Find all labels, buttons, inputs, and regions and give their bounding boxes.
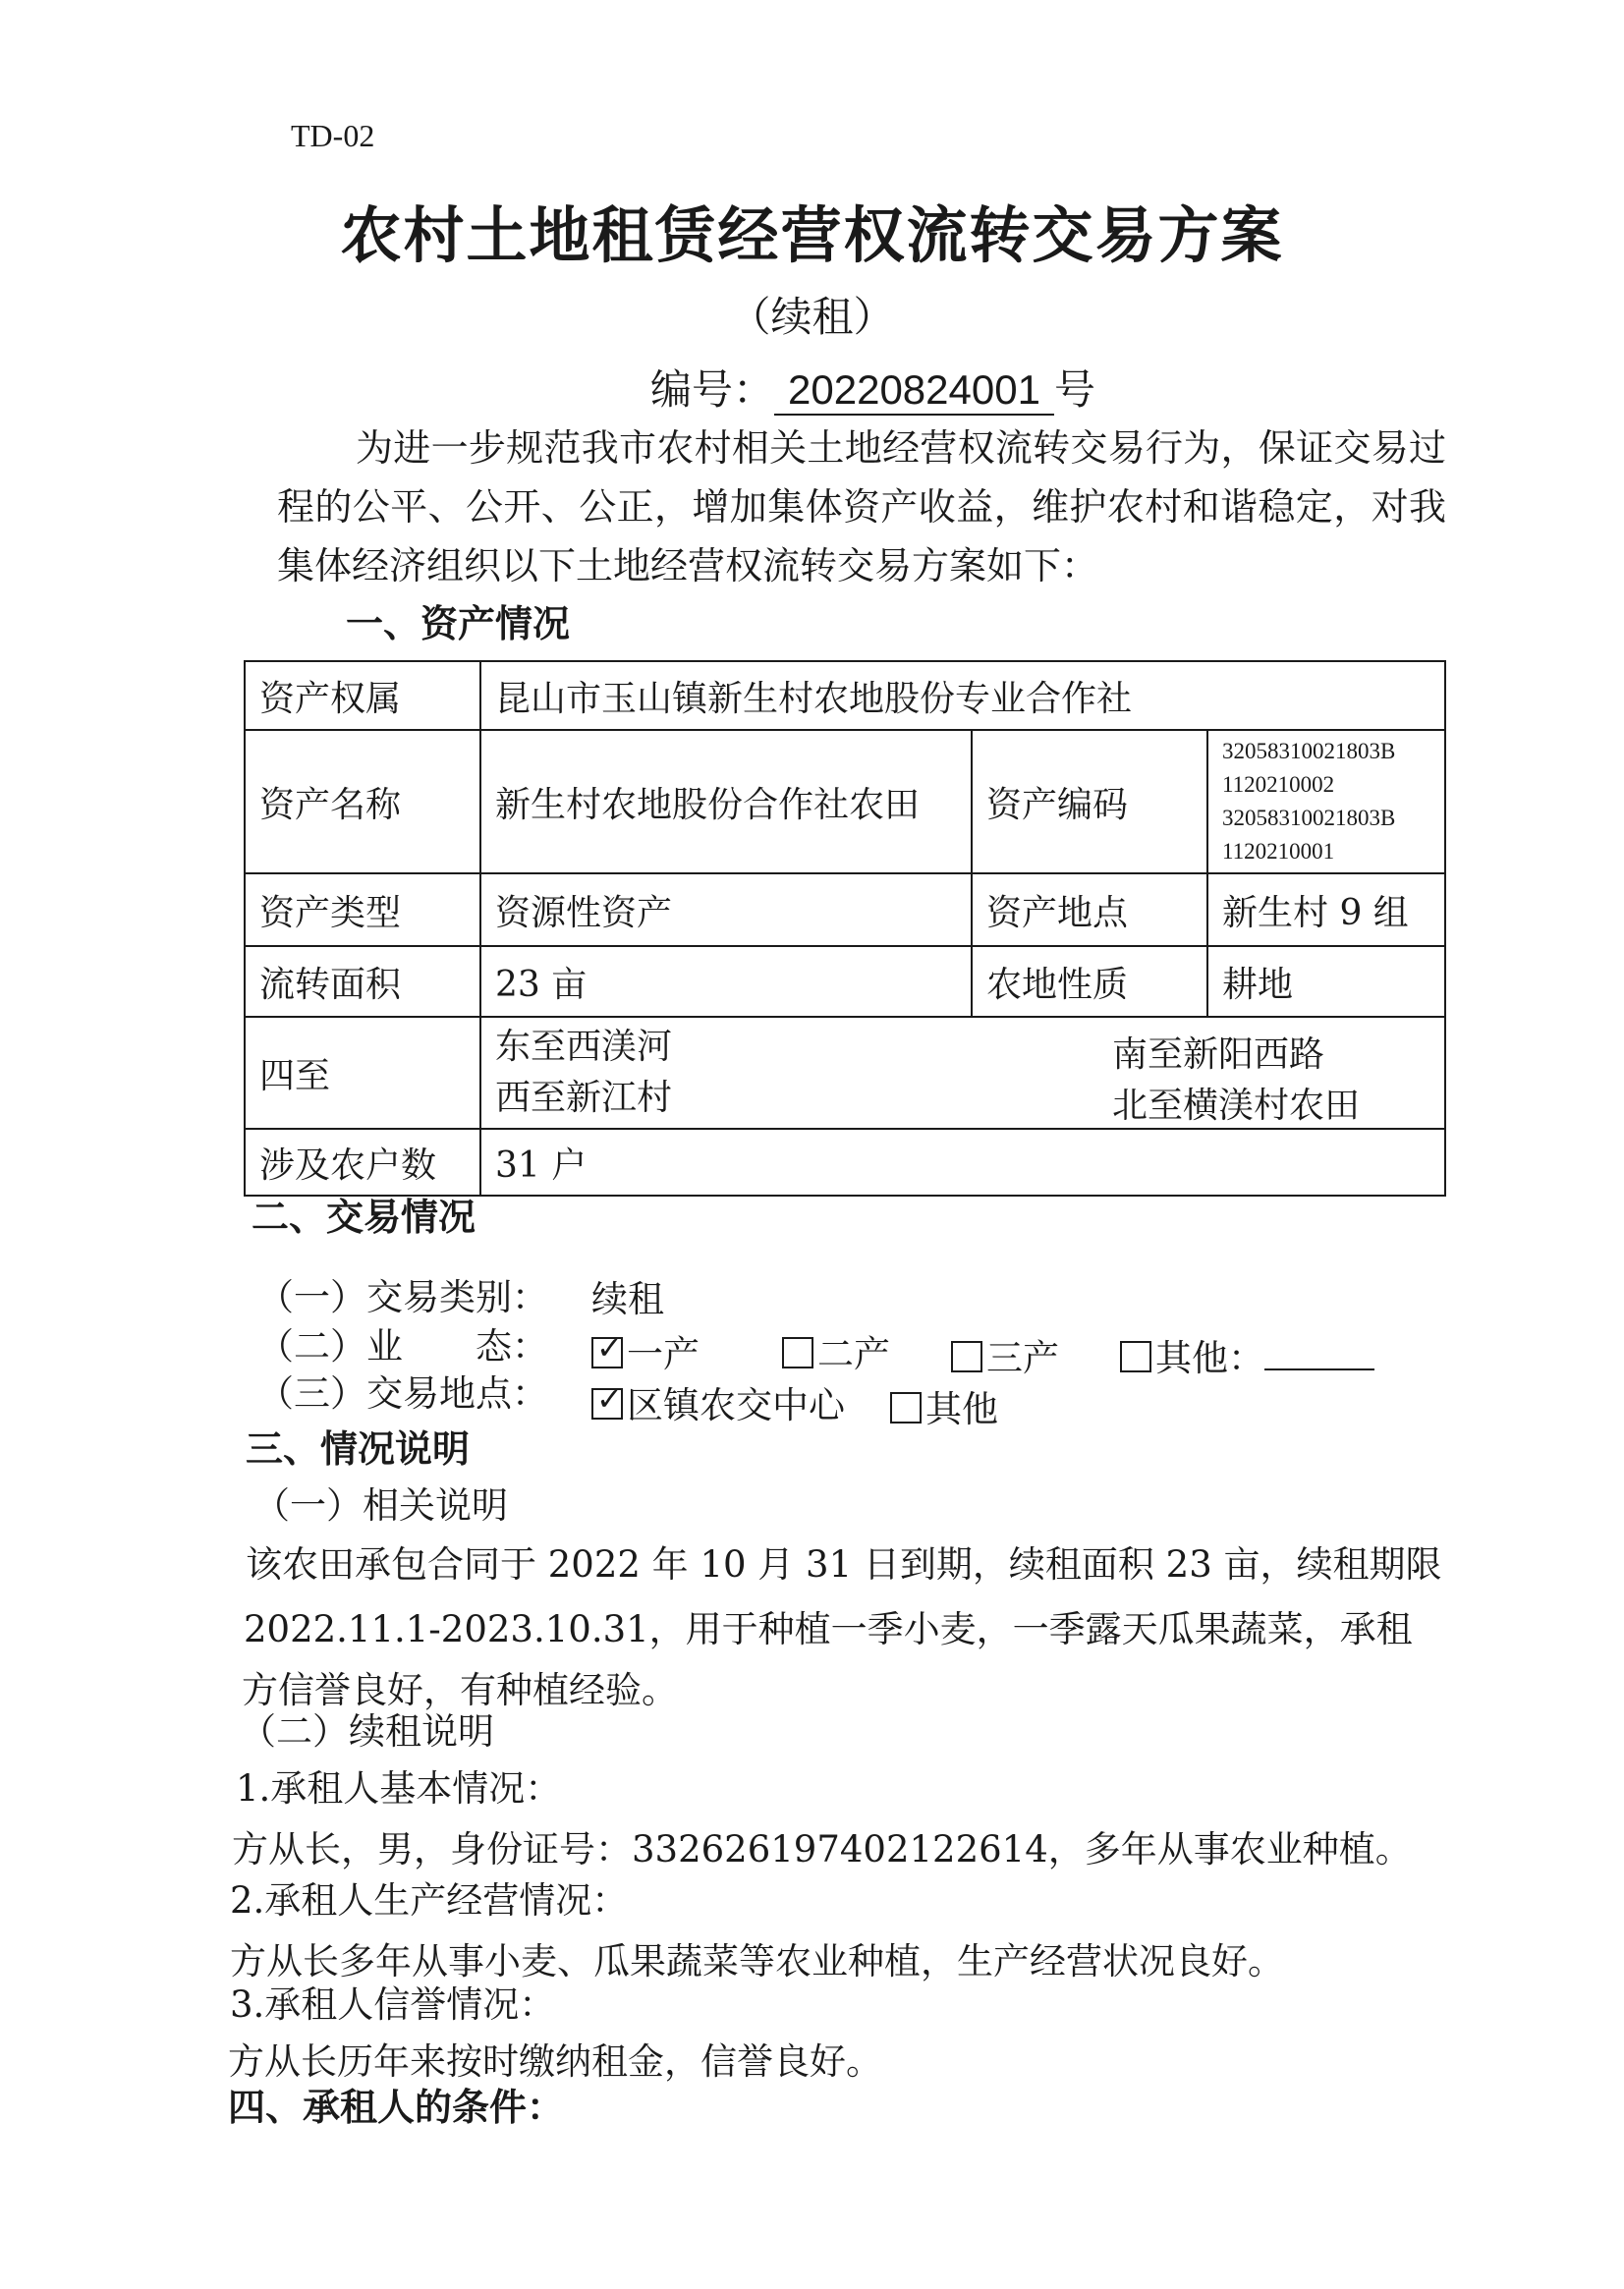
document-code: TD-02 [291,118,375,153]
document-subtitle: （续租） [729,293,895,341]
ownership-label: 资产权属 [245,661,480,730]
table-row [245,946,1445,1017]
land-nature-label: 农地性质 [972,946,1207,1017]
section2-heading: 二、交易情况 [252,1196,476,1239]
asset-code-line: 32058310021803B [1222,806,1396,830]
boundary-north: 北至横渼村农田 [1112,1086,1361,1126]
explanation-line: 方信誉良好，有种植经验。 [242,1669,678,1711]
number-value: 20220824001 [774,366,1054,416]
sector-opt3: 三产 [951,1328,1059,1381]
number-label: 编号： [650,365,775,414]
checkbox-icon [951,1341,982,1372]
section1-heading: 一、资产情况 [346,602,571,645]
renewal-item: 3.承租人信誉情况： [230,1983,556,2026]
checked-box-icon [591,1388,623,1420]
table-row [245,730,1445,873]
table-row [245,1129,1445,1196]
ownership-value: 昆山市玉山镇新生村农地股份专业合作社 [480,661,1445,730]
asset-code-line: 1120210002 [1222,772,1335,797]
document-title: 农村土地租赁经营权流转交易方案 [340,199,1284,271]
asset-type-value: 资源性资产 [480,873,972,946]
checkbox-icon [890,1392,922,1424]
place-opt1: ✓ 区镇农交中心 [591,1375,845,1428]
land-nature-value: 耕地 [1207,946,1445,1017]
trade-category-label: （一）交易类别： [257,1276,548,1318]
fill-in-blank [1264,1368,1374,1370]
checkbox-icon [1120,1341,1151,1372]
asset-code-line: 32058310021803B [1222,739,1396,763]
boundary-south: 南至新阳西路 [1112,1034,1325,1075]
table-row [245,661,1445,730]
area-value: 23 亩 [480,946,972,1017]
area-label: 流转面积 [245,946,480,1017]
sector-opt1: ✓ 一产 [591,1324,700,1377]
asset-location-label: 资产地点 [972,873,1207,946]
checked-box-icon [591,1337,623,1368]
asset-location-value: 新生村 9 组 [1207,873,1445,946]
asset-type-label: 资产类型 [245,873,480,946]
checkbox-icon [782,1337,813,1368]
asset-code-label: 资产编码 [972,730,1207,873]
explanation-line: 2022.11.1-2023.10.31，用于种植一季小麦，一季露天瓜果蔬菜，承租 [244,1608,1413,1650]
table-row [245,1017,1445,1129]
section3-sub1: （一）相关说明 [253,1484,508,1527]
renewal-item: 方从长历年来按时缴纳租金，信誉良好。 [228,2040,882,2083]
section3-sub2: （二）续租说明 [240,1710,494,1753]
boundary-west: 西至新江村 [495,1078,673,1118]
section4-heading: 四、承租人的条件： [228,2086,565,2129]
boundary-east: 东至西渼河 [495,1027,673,1067]
sector-label: （二）业 态： [257,1325,548,1368]
renewal-item: 方从长多年从事小麦、瓜果蔬菜等农业种植，生产经营状况良好。 [230,1940,1284,1982]
asset-name-label: 资产名称 [245,730,480,873]
section3-heading: 三、情况说明 [246,1427,471,1471]
renewal-item: 方从长，男，身份证号：332626197402122614，多年从事农业种植。 [232,1828,1412,1870]
trade-place-label: （三）交易地点： [257,1372,548,1415]
asset-name-value: 新生村农地股份合作社农田 [480,730,972,873]
renewal-item: 1.承租人基本情况： [236,1767,562,1810]
asset-code-line: 1120210001 [1222,839,1335,864]
boundaries-value [480,1017,1445,1129]
households-label: 涉及农户数 [245,1129,480,1196]
boundaries-label: 四至 [245,1017,480,1129]
asset-table [244,660,1446,1197]
sector-opt4: 其他： [1120,1328,1374,1381]
sector-opt2: 二产 [782,1324,890,1377]
explanation-line: 该农田承包合同于 2022 年 10 月 31 日到期，续租面积 23 亩，续租期限 [246,1543,1442,1586]
document-number [650,358,1095,417]
place-opt2: 其他 [890,1379,998,1432]
table-row [245,873,1445,946]
number-suffix: 号 [1053,365,1095,414]
asset-code-value [1207,730,1445,873]
trade-category-value: 续租 [591,1278,664,1320]
intro-paragraph: 为进一步规范我市农村相关土地经营权流转交易行为，保证交易过程的公平、公开、公正，增加集体资产收益，维护农村和谐稳定，对我集体经济组织以下土地经营权流转交易方案如下： [277,426,1446,587]
households-value: 31 户 [480,1129,1445,1196]
renewal-item: 2.承租人生产经营情况： [230,1879,629,1922]
